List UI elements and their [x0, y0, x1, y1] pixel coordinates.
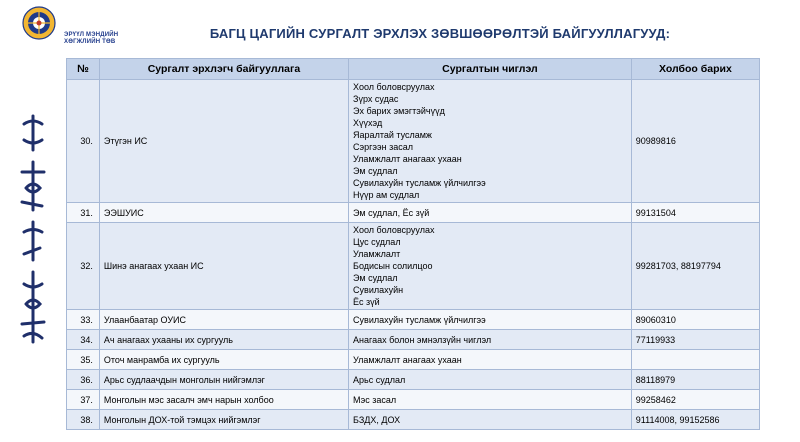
table-row: [67, 410, 760, 430]
contact-phone: 99131504: [631, 203, 759, 223]
contact-phone: 89060310: [631, 310, 759, 330]
contact-phone: 99281703, 88197794: [631, 223, 759, 310]
table-row: [67, 390, 760, 410]
direction-item: Цус судлал: [353, 237, 401, 247]
direction-item: Эм судлал: [353, 273, 398, 283]
row-number: 33.: [67, 310, 100, 330]
contact-phone: [631, 350, 759, 370]
direction-item: Сэргээн засал: [353, 142, 413, 152]
institutions-table: [66, 58, 760, 430]
table-row: [67, 80, 760, 203]
row-number: 34.: [67, 330, 100, 350]
logo: [8, 6, 128, 52]
page-title: БАГЦ ЦАГИЙН СУРГАЛТ ЭРХЛЭХ ЗӨВШӨӨРӨЛТЭЙ БАЙГУУЛЛАГУУД:: [209, 26, 671, 41]
row-number: 35.: [67, 350, 100, 370]
organization-name: Монголын ДОХ-той тэмцэх нийгэмлэг: [99, 410, 348, 430]
contact-phone: 91114008, 99152586: [631, 410, 759, 430]
training-direction: [349, 370, 632, 390]
table-header-row: [67, 59, 760, 80]
organization-name: Монголын мэс засалч эмч нарын холбоо: [99, 390, 348, 410]
direction-item: Эх барих эмэгтэйчүүд: [353, 106, 445, 116]
org-name: ЭРҮҮЛ МЭНДИЙН ХӨГЖЛИЙН ТӨВ: [64, 32, 119, 45]
row-number: 38.: [67, 410, 100, 430]
direction-item: Эм судлал, Ёс зүй: [353, 207, 430, 218]
table-row: [67, 350, 760, 370]
direction-item: Сувилахуйн тусламж үйлчилгээ: [353, 178, 486, 188]
organization-name: Этүгэн ИС: [99, 80, 348, 203]
training-direction: [349, 350, 632, 370]
table-row: [67, 330, 760, 350]
row-number: 30.: [67, 80, 100, 203]
direction-item: Уламжлалт анагаах ухаан: [353, 354, 462, 365]
row-number: 37.: [67, 390, 100, 410]
row-number: 36.: [67, 370, 100, 390]
training-direction: [349, 410, 632, 430]
direction-item: Мэс засал: [353, 394, 397, 405]
direction-item: Ёс зүй: [353, 297, 380, 307]
direction-item: Яаралтай тусламж: [353, 130, 432, 140]
table-row: [67, 370, 760, 390]
organization-name: Ач анагаах ухааны их сургууль: [99, 330, 348, 350]
direction-item: Сувилахуйн тусламж үйлчилгээ: [353, 314, 486, 325]
training-direction: [349, 80, 632, 203]
table-row: [67, 223, 760, 310]
table-row: [67, 310, 760, 330]
training-direction: [349, 223, 632, 310]
direction-item: Анагаах болон эмнэлзүйн чиглэл: [353, 334, 492, 345]
training-direction: [349, 330, 632, 350]
direction-item: Эм судлал: [353, 166, 398, 176]
contact-phone: 77119933: [631, 330, 759, 350]
col-header-contact: Холбоо барих: [631, 59, 759, 80]
col-header-number: №: [67, 59, 100, 80]
direction-item: Нүүр ам судлал: [353, 190, 420, 200]
organization-name: Улаанбаатар ОУИС: [99, 310, 348, 330]
direction-item: Зүрх судас: [353, 94, 399, 104]
organization-name: Арьс судлаачдын монголын нийгэмлэг: [99, 370, 348, 390]
organization-name: Шинэ анагаах ухаан ИС: [99, 223, 348, 310]
contact-phone: 90989816: [631, 80, 759, 203]
training-direction: [349, 203, 632, 223]
direction-item: Арьс судлал: [353, 374, 406, 385]
direction-item: БЗДХ, ДОХ: [353, 414, 401, 425]
direction-item: Хүүхэд: [353, 118, 383, 128]
organization-name: ЭЭШУИС: [99, 203, 348, 223]
emblem-icon: [22, 6, 56, 40]
table-row: [67, 203, 760, 223]
direction-item: Сувилахуйн: [353, 285, 404, 295]
direction-item: Уламжлалт: [353, 249, 401, 259]
mongolian-script-decoration: [10, 110, 56, 350]
training-direction: [349, 390, 632, 410]
organization-name: Оточ манрамба их сургууль: [99, 350, 348, 370]
direction-item: Хоол боловсруулах: [353, 225, 435, 235]
direction-item: Уламжлалт анагаах ухаан: [353, 154, 462, 164]
contact-phone: 88118979: [631, 370, 759, 390]
col-header-organization: Сургалт эрхлэгч байгууллага: [99, 59, 348, 80]
contact-phone: 99258462: [631, 390, 759, 410]
training-direction: [349, 310, 632, 330]
direction-item: Хоол боловсруулах: [353, 82, 435, 92]
direction-item: Бодисын солилцоо: [353, 261, 433, 271]
row-number: 31.: [67, 203, 100, 223]
col-header-direction: Сургалтын чиглэл: [349, 59, 632, 80]
row-number: 32.: [67, 223, 100, 310]
